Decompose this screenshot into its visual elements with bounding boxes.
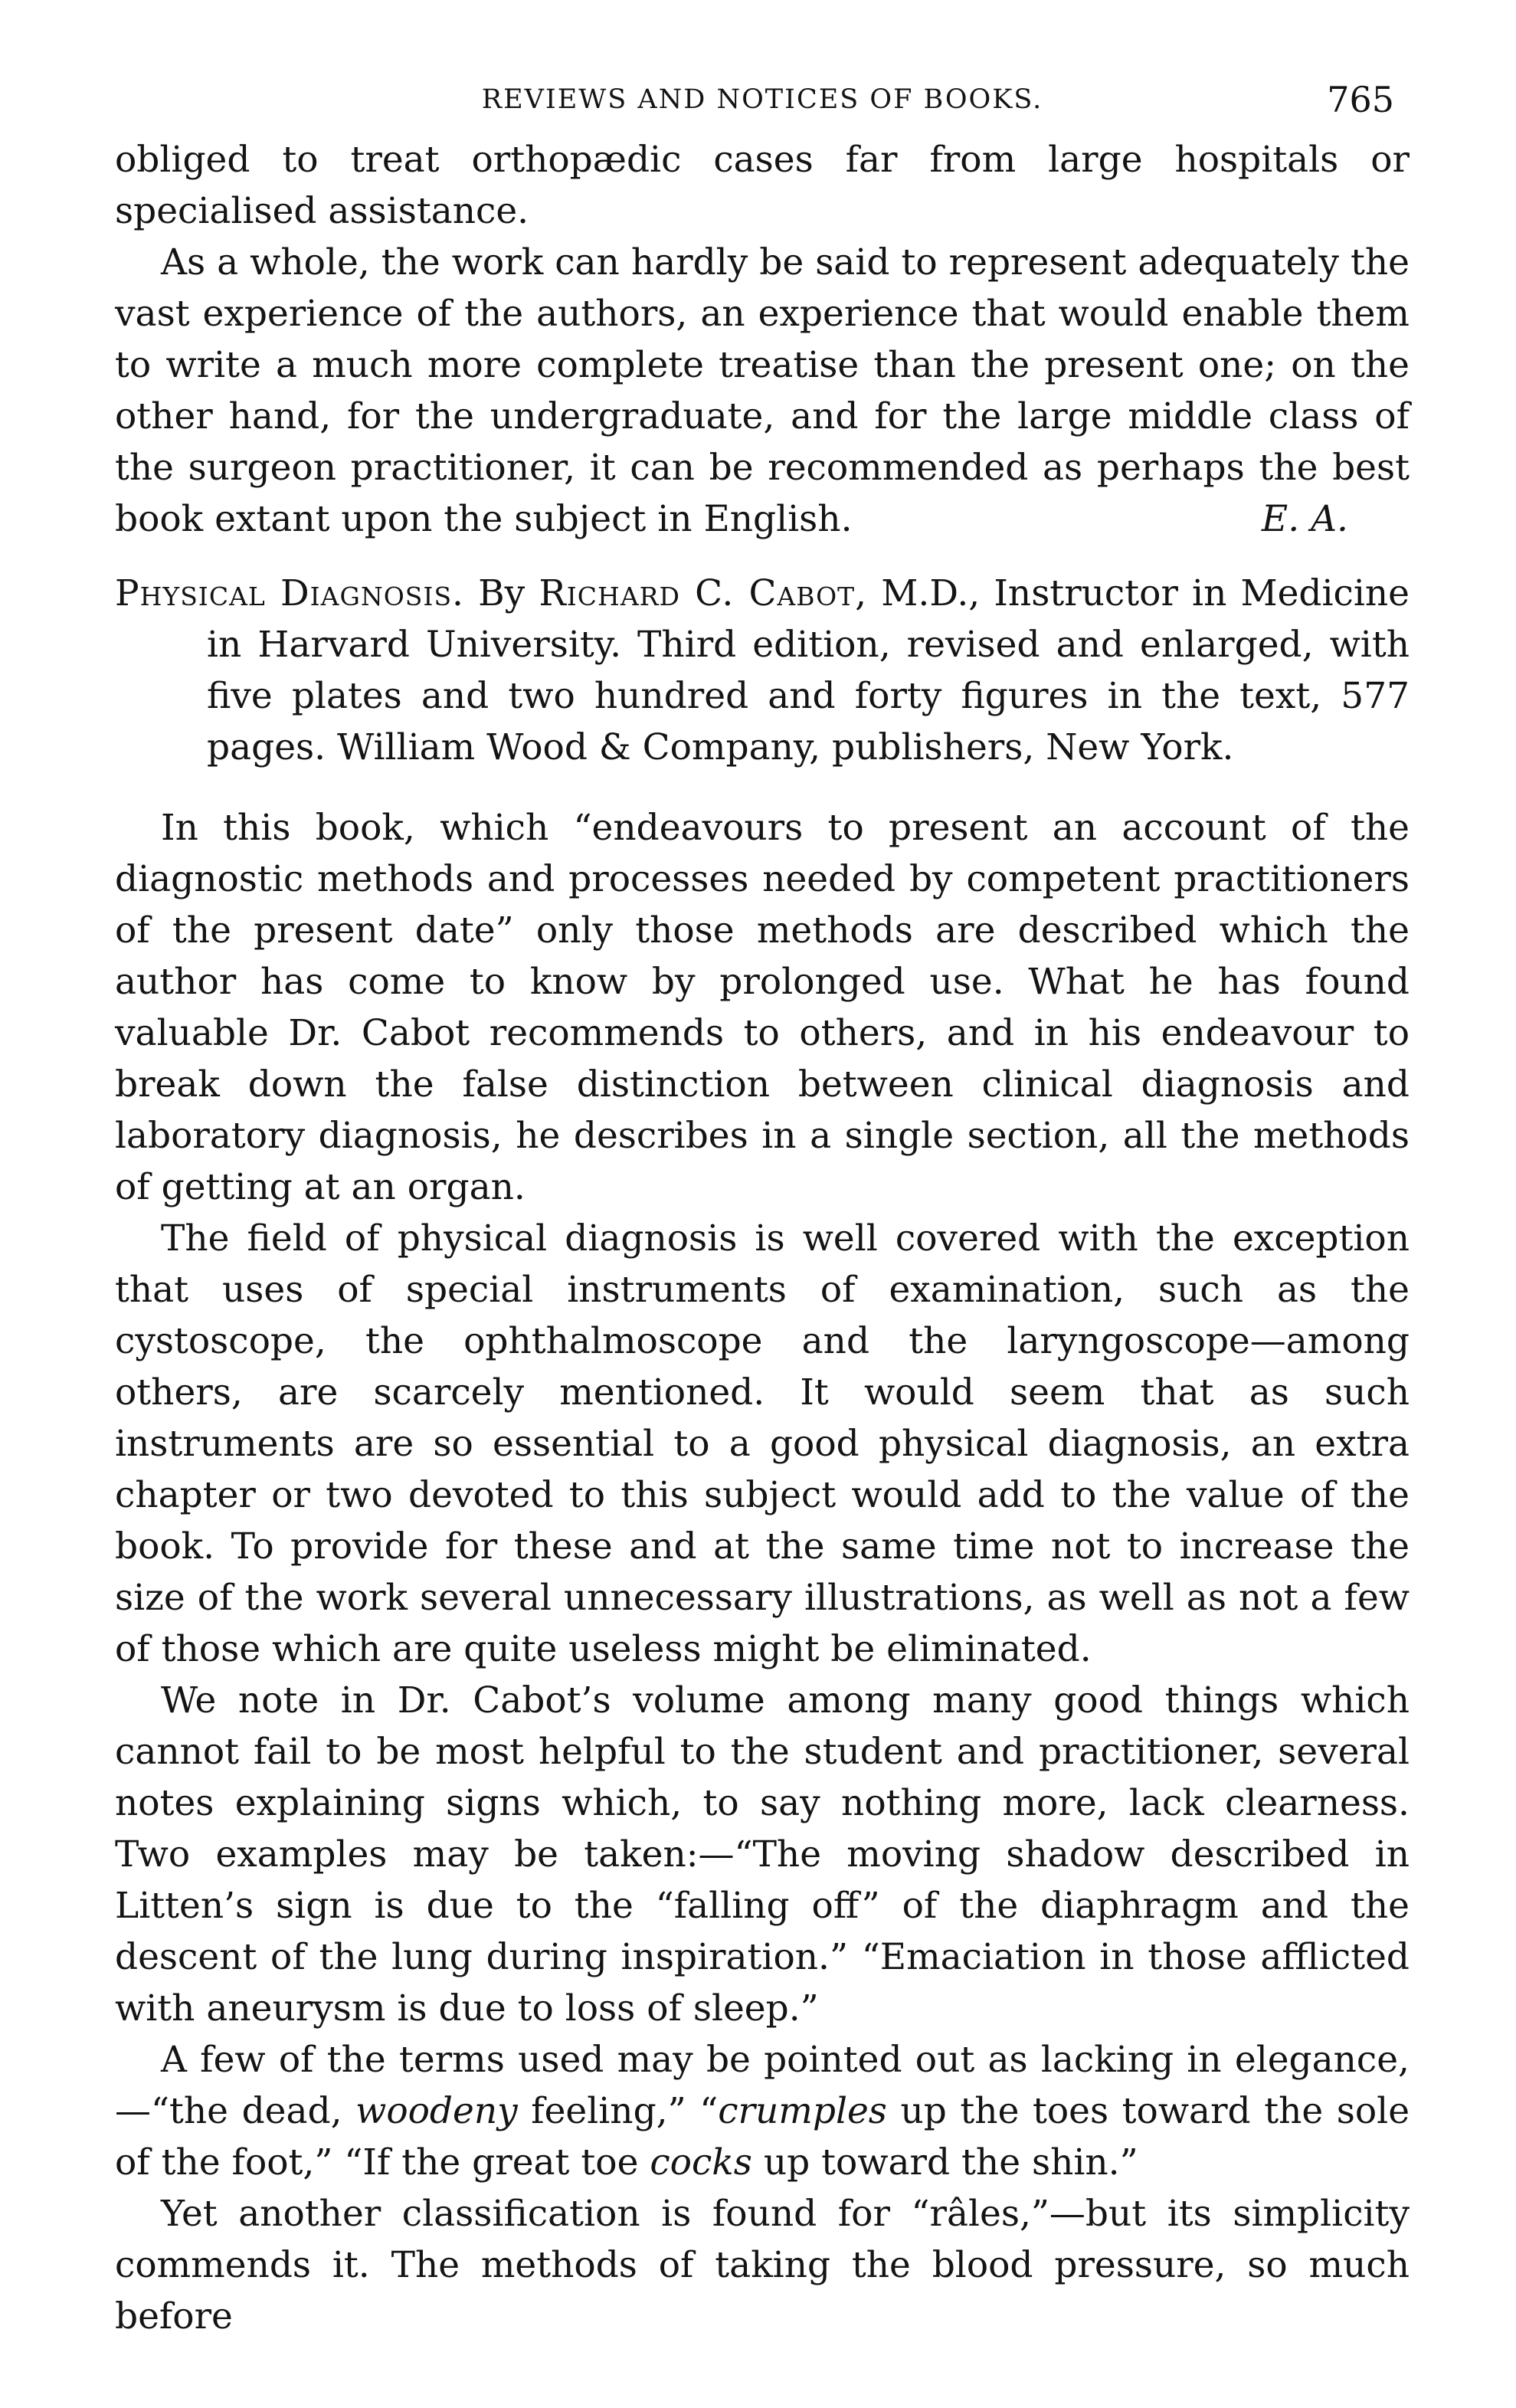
previous-review-continuation: obliged to treat orthopædic cases far from large hospitals or specialised assistance.	[115, 139, 1410, 232]
reviewer-initials: E. A.	[1261, 498, 1348, 540]
closing-paragraph-text: As a whole, the work can hardly be said to represent adequately the vast experience of the authors, an experience that would enable them to write a much more complete treatise than the present one; on the other hand, for the undergraduate, and for the large middle class of the surgeon practitioner, it can be recommended as perhaps the best book extant upon the subject in English.	[115, 241, 1410, 540]
book-title: Physical Diagnosis.	[115, 572, 464, 614]
quote-1-close: feeling,” “	[517, 2090, 719, 2132]
running-head	[115, 77, 1410, 123]
book-details: M.D., Instructor in Medicine in Harvard University. Third edition, revised and enlarged, with five plates and two hundred and forty figures in the text, 577 pages. William Wood & Company, publishers, New York.	[207, 572, 1410, 768]
page-number: 765	[1327, 79, 1394, 120]
italic-term-crumples: crumples	[718, 2090, 887, 2132]
review-paragraph-2: The field of physical diagnosis is well covered with the exception that uses of special instruments of examination, such as the cystoscope, the ophthalmoscope and the laryngoscope—among others, are scarcely mentioned. It would seem that as such instruments are so essential to a good physical diagnosis, an extra chapter or two devoted to this subject would add to the value of the book. To provide for these and at the same time not to increase the size of the work several unnecessary illustrations, as well as not a few of those which are quite useless might be eliminated.	[115, 1217, 1410, 1670]
cabot-review	[115, 802, 1410, 2342]
running-head-title: REVIEWS AND NOTICES OF BOOKS.	[481, 84, 1043, 115]
quote-3-rest: up toward the shin.”	[751, 2141, 1138, 2184]
review-paragraph-5: Yet another classification is found for “râles,”—but its simplicity commends it. The methods of taking the blood pressure, so much before	[115, 2193, 1410, 2338]
italic-term-woodeny: woodeny	[355, 2090, 518, 2132]
text-block	[115, 134, 1410, 2342]
book-entry-heading	[115, 568, 1410, 773]
paragraph-4-lead: A few of the terms used may be pointed out as lacking in elegance,—	[115, 2039, 1410, 2132]
review-paragraph-3: We note in Dr. Cabot’s volume among many good things which cannot fail to be most helpful to the student and practitioner, several notes explaining signs which, to say nothing more, lack clearness. Two examples may be taken:—“The moving shadow described in Litten’s sign is due to the “falling off” of the diaphragm and the descent of the lung during inspiration.” “Emaciation in those afflicted with aneurysm is due to loss of sleep.”	[115, 1679, 1410, 2030]
review-paragraph-1: In this book, which “endeavours to present an account of the diagnostic methods and processes needed by competent practitioners of the present date” only those methods are described which the author has come to know by prolonged use. What he has found valuable Dr. Cabot recommends to others, and in his endeavour to break down the false distinction between clinical diagnosis and laboratory diagnosis, he describes in a single section, all the methods of getting at an organ.	[115, 807, 1410, 1208]
review-paragraph-4	[115, 2034, 1410, 2188]
italic-term-cocks: cocks	[650, 2141, 752, 2184]
previous-review-closing-paragraph	[115, 237, 1410, 545]
book-author: Richard C. Cabot,	[539, 572, 868, 614]
book-by: By	[478, 572, 526, 614]
quote-2-rest: up the toes toward the sole of the foot,” “If the great toe	[115, 2090, 1410, 2184]
quote-1-open: “the dead,	[151, 2090, 356, 2132]
